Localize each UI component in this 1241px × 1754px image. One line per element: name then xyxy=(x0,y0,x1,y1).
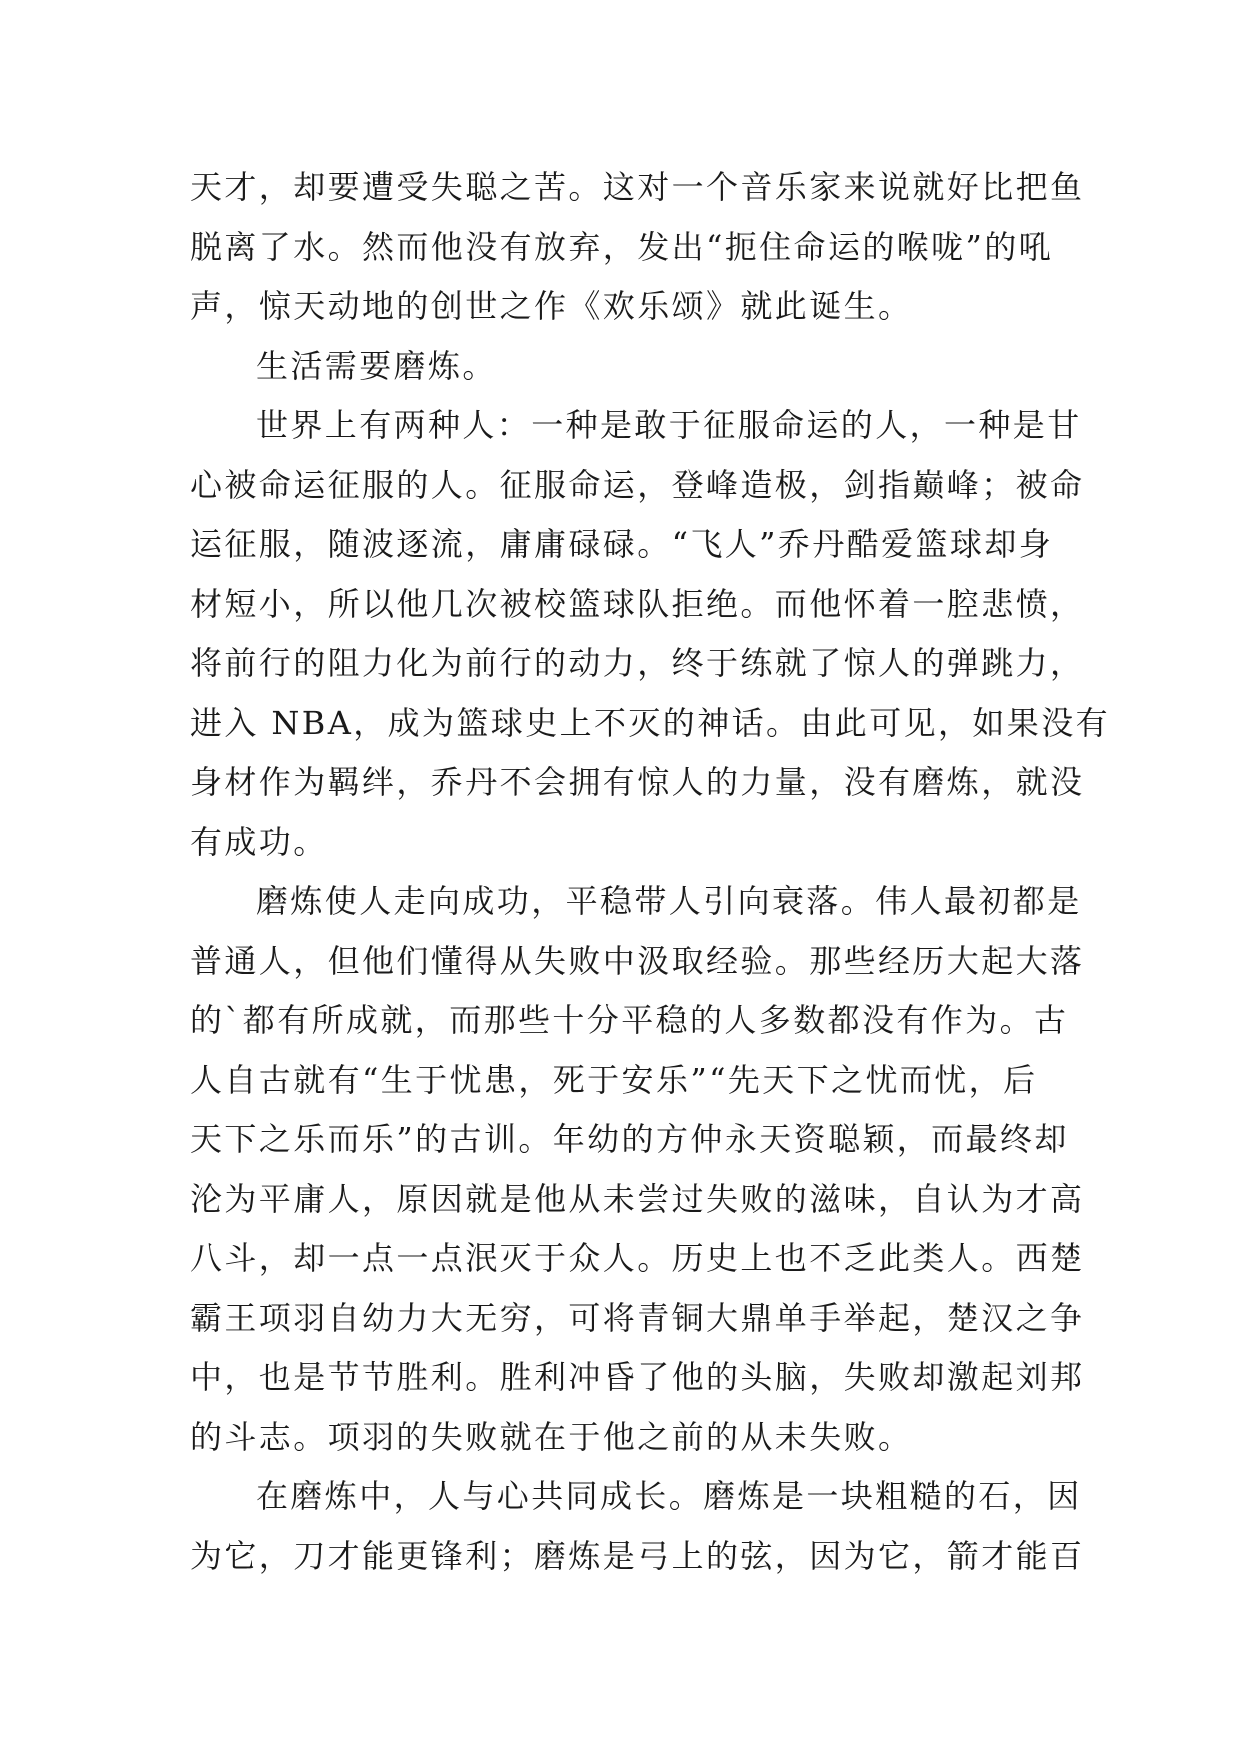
text-line: 进入 NBA，成为篮球史上不灭的神话。由此可见，如果没有 xyxy=(190,703,1110,742)
text-line: 为它，刀才能更锋利；磨炼是弓上的弦，因为它，箭才能百 xyxy=(190,1536,1085,1575)
text-line: 磨炼使人走向成功，平稳带人引向衰落。伟人最初都是 xyxy=(256,882,1082,920)
text-line: 的斗志。项羽的失败就在于他之前的从未失败。 xyxy=(190,1417,913,1456)
text-line: 将前行的阻力化为前行的动力，终于练就了惊人的弹跳力， xyxy=(190,644,1085,682)
document-body xyxy=(190,158,1110,1586)
paragraph xyxy=(190,872,1085,1467)
text-line: 材短小，所以他几次被校篮球队拒绝。而他怀着一腔悲愤， xyxy=(190,584,1085,623)
text-line: 有成功。 xyxy=(190,822,328,861)
paragraph xyxy=(190,1467,1085,1586)
text-line: 八斗，却一点一点泯灭于众人。历史上也不乏此类人。西楚 xyxy=(190,1239,1085,1277)
text-line: 的`都有所成就，而那些十分平稳的人多数都没有作为。古 xyxy=(190,1001,1069,1039)
paragraph xyxy=(190,337,1070,397)
text-line: 生活需要磨炼。 xyxy=(256,346,497,385)
text-line: 普通人，但他们懂得从失败中汲取经验。那些经历大起大落 xyxy=(190,941,1085,980)
text-line: 天才，却要遭受失聪之苦。这对一个音乐家来说就好比把鱼 xyxy=(190,168,1085,206)
text-line: 心被命运征服的人。征服命运，登峰造极，剑指巅峰；被命 xyxy=(190,465,1085,504)
text-line: 天下之乐而乐”的古训。年幼的方仲永天资聪颖，而最终却 xyxy=(190,1120,1069,1158)
text-line: 中，也是节节胜利。胜利冲昏了他的头脑，失败却激起刘邦 xyxy=(190,1358,1085,1396)
text-line: 身材作为羁绊，乔丹不会拥有惊人的力量，没有磨炼，就没 xyxy=(190,763,1085,801)
paragraph xyxy=(190,158,1085,337)
text-line: 声，惊天动地的创世之作《欢乐颂》就此诞生。 xyxy=(190,287,913,325)
text-line: 沦为平庸人，原因就是他从未尝过失败的滋味，自认为才高 xyxy=(190,1179,1085,1218)
text-line: 霸王项羽自幼力大无穷，可将青铜大鼎单手举起，楚汉之争 xyxy=(190,1298,1085,1337)
text-line: 运征服，随波逐流，庸庸碌碌。“飞人”乔丹酷爱篮球却身 xyxy=(190,525,1054,563)
text-line: 世界上有两种人：一种是敢于征服命运的人，一种是甘 xyxy=(256,406,1082,444)
paragraph xyxy=(190,396,1110,872)
text-line: 人自古就有“生于忧患，死于安乐”“先天下之忧而忧，后 xyxy=(190,1060,1038,1099)
text-line: 在磨炼中，人与心共同成长。磨炼是一块粗糙的石，因 xyxy=(256,1477,1082,1515)
text-line: 脱离了水。然而他没有放弃，发出“扼住命运的喉咙”的吼 xyxy=(190,227,1054,266)
